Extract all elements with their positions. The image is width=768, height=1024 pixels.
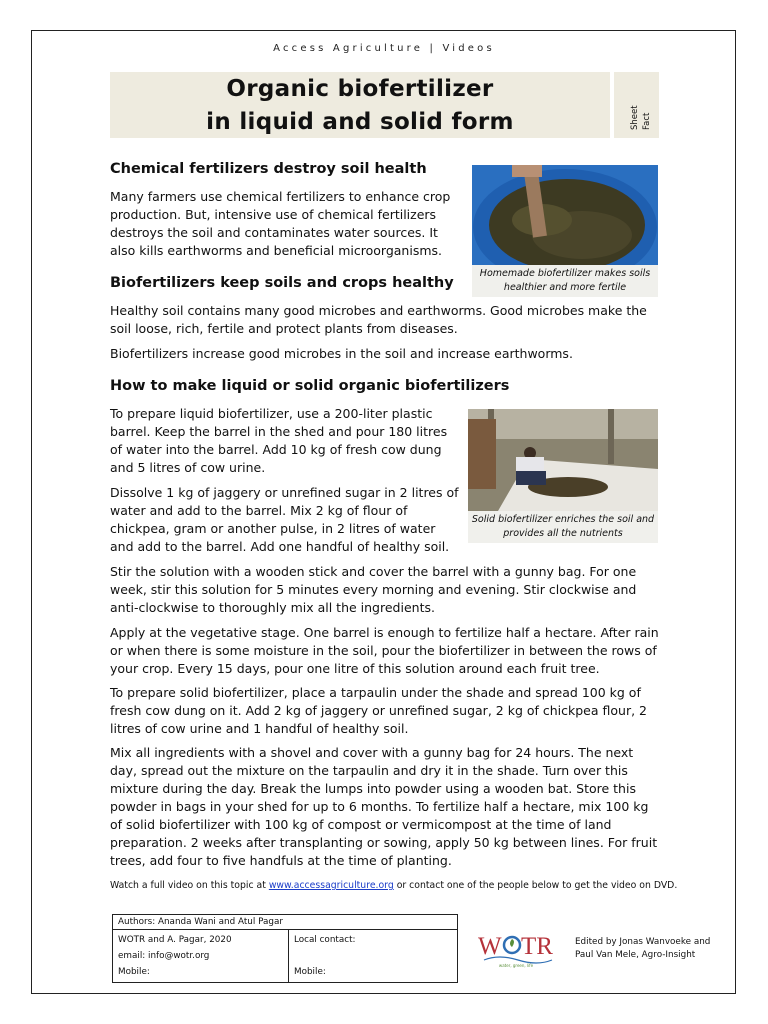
section-heading-how-to: How to make liquid or solid organic biofertilizers bbox=[110, 378, 510, 394]
wotr-logo-graphic bbox=[478, 930, 554, 970]
barrel-image bbox=[472, 165, 658, 265]
editor-line-2: Paul Van Mele, Agro-Insight bbox=[575, 950, 696, 960]
paragraph-increase-microbes: Biofertilizers increase good microbes in the soil and increase earthworms. bbox=[110, 346, 573, 361]
paragraph-mix: Mix all ingredients with a shovel and cover with a gunny bag for 24 hours. The next day, spread out the mixture on the tarpaulin and dry it in the shade. Turn over this mixture during the day. Break the lumps into powder using a wooden bat. Store this powder in bags in your shed for up to 6 months. To fertilize half a hectare, mix 100 kg of solid biofertilizer with 100 kg of compost or vermicompost at the time of land preparation. 2 weeks after transplanting or sowing, apply 50 kg between lines. For fruit trees, add four to five handfuls at the time of planting. bbox=[110, 745, 658, 868]
mobile-left: Mobile: bbox=[118, 967, 150, 977]
paragraph-liquid-prep: To prepare liquid biofertilizer, use a 200-liter plastic barrel. Keep the barrel in the shed and pour 180 litres of water into the barrel. Add 10 kg of fresh cow dung and 5 litres of cow urine. bbox=[110, 406, 448, 475]
solid-biofertilizer-image bbox=[468, 409, 658, 511]
sheet-tag-text: Sheet bbox=[630, 105, 640, 130]
svg-text:W: W bbox=[478, 933, 502, 960]
page-title bbox=[110, 73, 610, 139]
series-header: Access Agriculture | Videos bbox=[273, 43, 495, 54]
watch-prefix: Watch a full video on this topic at bbox=[110, 880, 269, 891]
paragraph-apply: Apply at the vegetative stage. One barrel is enough to fertilize half a hectare. After rain or when there is some moisture in the soil, pour the biofertilizer in between the rows of your crop. Every 15 days, pour one litre of this solution around each fruit tree. bbox=[110, 625, 659, 676]
barrel-photo bbox=[472, 165, 658, 265]
access-agriculture-link[interactable]: www.accessagriculture.org bbox=[268, 880, 394, 891]
watch-video-line bbox=[110, 880, 677, 891]
paragraph-healthy-soil: Healthy soil contains many good microbes and earthworms. Good microbes make the soil loose, rich, fertile and protect plants from diseases. bbox=[110, 303, 647, 336]
caption-barrel: Homemade biofertilizer makes soils healthier and more fertile bbox=[472, 265, 658, 297]
authors-cell: Authors: Ananda Wani and Atul Pagar bbox=[113, 915, 458, 930]
paragraph-dissolve: Dissolve 1 kg of jaggery or unrefined sugar in 2 litres of water and add to the barrel. Mix 2 kg of flour of chickpea, gram or another pulse, in 2 litres of water and add to the barrel. Add one handful of healthy soil. bbox=[110, 485, 459, 554]
svg-text:TR: TR bbox=[521, 933, 553, 960]
title-line-1: Organic biofertilizer bbox=[226, 76, 494, 102]
org-line: WOTR and A. Pagar, 2020 bbox=[118, 935, 232, 945]
wotr-logo bbox=[478, 930, 554, 970]
paragraph-stir: Stir the solution with a wooden stick and cover the barrel with a gunny bag. For one week, stir this solution for 5 minutes every morning and evening. Stir clockwise and anti-clockwise to thoroughly mix all the ingredients. bbox=[110, 564, 637, 615]
title-line-2: in liquid and solid form bbox=[206, 109, 514, 135]
solid-biofertilizer-photo bbox=[468, 409, 658, 511]
contact-table bbox=[112, 914, 458, 983]
paragraph-chemical: Many farmers use chemical fertilizers to enhance crop production. But, intensive use of chemical fertilizers destroys the soil and contaminates water sources. It also kills earthworms and beneficial microorganisms. bbox=[110, 189, 451, 258]
organization-cell bbox=[113, 930, 289, 983]
mobile-right: Mobile: bbox=[294, 967, 326, 977]
caption-solid: Solid biofertilizer enriches the soil and provides all the nutrients bbox=[468, 511, 658, 543]
editor-line-1: Edited by Jonas Wanvoeke and bbox=[575, 937, 711, 947]
local-contact-label: Local contact: bbox=[294, 935, 356, 945]
section-heading-chemical: Chemical fertilizers destroy soil health bbox=[110, 161, 427, 177]
paragraph-solid-prep: To prepare solid biofertilizer, place a tarpaulin under the shade and spread 100 kg of fresh cow dung on it. Add 2 kg of jaggery or unrefined sugar, 2 kg of chickpea flour, 2 litres of cow urine and 1 handful of healthy soil. bbox=[110, 685, 647, 736]
svg-text:water, green, life: water, green, life bbox=[498, 963, 534, 968]
email-line: email: info@wotr.org bbox=[118, 951, 210, 961]
section-heading-biofertilizers: Biofertilizers keep soils and crops healthy bbox=[110, 275, 454, 291]
watch-suffix: or contact one of the people below to get the video on DVD. bbox=[393, 880, 678, 891]
fact-tag-text: Fact bbox=[642, 112, 652, 130]
local-contact-cell bbox=[289, 930, 458, 983]
editor-credit bbox=[575, 936, 710, 962]
